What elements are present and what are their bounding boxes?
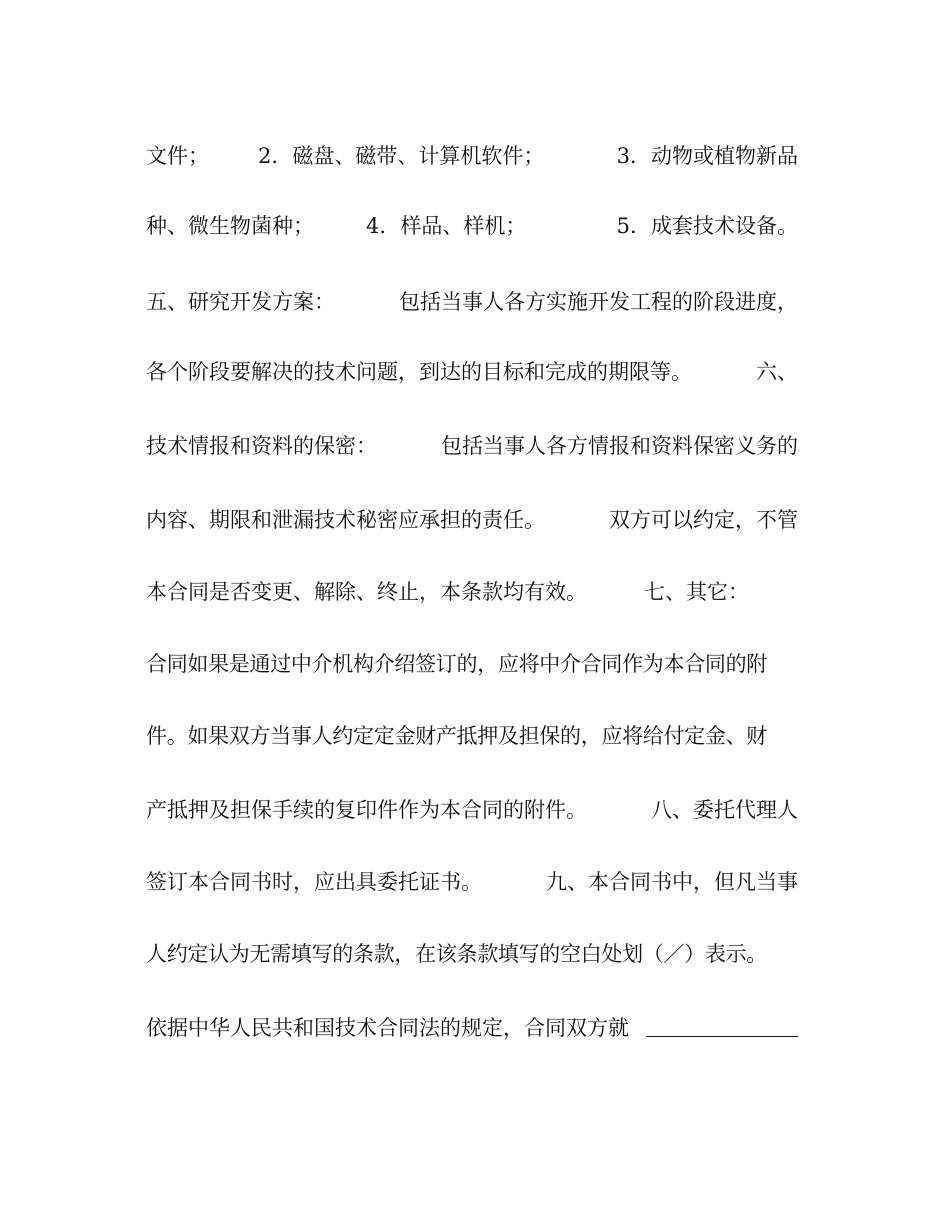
text-segment: 2．磁盘、磁带、计算机软件； [258,144,545,168]
text-line-13 [146,1010,798,1046]
text-segment: 4．样品、样机； [366,214,527,238]
text-segment: 五、研究开发方案： [146,290,335,314]
text-segment: 5．成套技术设备。 [616,214,798,238]
text-segment: 合同如果是通过中介机构介绍签订的，应将中介合同作为本合同的附 [146,652,767,676]
text-line-9 [146,718,798,754]
text-segment: 包括当事人各方情报和资料保密义务的 [441,434,798,458]
text-segment: 六、 [756,360,798,384]
text-line-6 [146,502,798,538]
text-segment: 人约定认为无需填写的条款，在该条款填写的空白处划（／）表示。 [146,942,767,966]
text-line-1 [146,138,798,174]
text-line-7 [146,574,798,610]
text-segment: 文件； [146,144,209,168]
text-segment: 依据中华人民共和国技术合同法的规定，合同双方就 [146,1016,629,1040]
text-line-2 [146,208,798,244]
text-segment: 内容、期限和泄漏技术秘密应承担的责任。 [146,508,545,532]
text-segment: 七、其它： [644,580,749,604]
text-segment: 包括当事人各方实施开发工程的阶段进度， [399,290,798,314]
text-line-4 [146,354,798,390]
text-line-12 [146,936,798,972]
text-segment: 产抵押及担保手续的复印件作为本合同的附件。 [146,798,587,822]
text-segment: 双方可以约定，不管 [609,508,798,532]
text-segment: 本合同是否变更、解除、终止，本条款均有效。 [146,580,587,604]
text-segment: 八、委托代理人 [651,798,798,822]
text-line-10 [146,792,798,828]
text-line-11 [146,864,798,900]
text-segment: 件。如果双方当事人约定定金财产抵押及担保的，应将给付定金、财 [146,724,767,748]
fill-in-blank-underline [646,1036,798,1037]
text-line-3 [146,284,798,320]
text-line-5 [146,428,798,464]
text-segment: 各个阶段要解决的技术问题，到达的目标和完成的期限等。 [146,360,692,384]
text-segment: 签订本合同书时，应出具委托证书。 [146,870,482,894]
text-segment: 九、本合同书中，但凡当事 [546,870,798,894]
text-segment: 3．动物或植物新品 [616,144,798,168]
text-line-8 [146,646,798,682]
text-segment: 种、微生物菌种； [146,214,314,238]
text-segment: 技术情报和资料的保密： [146,434,377,458]
